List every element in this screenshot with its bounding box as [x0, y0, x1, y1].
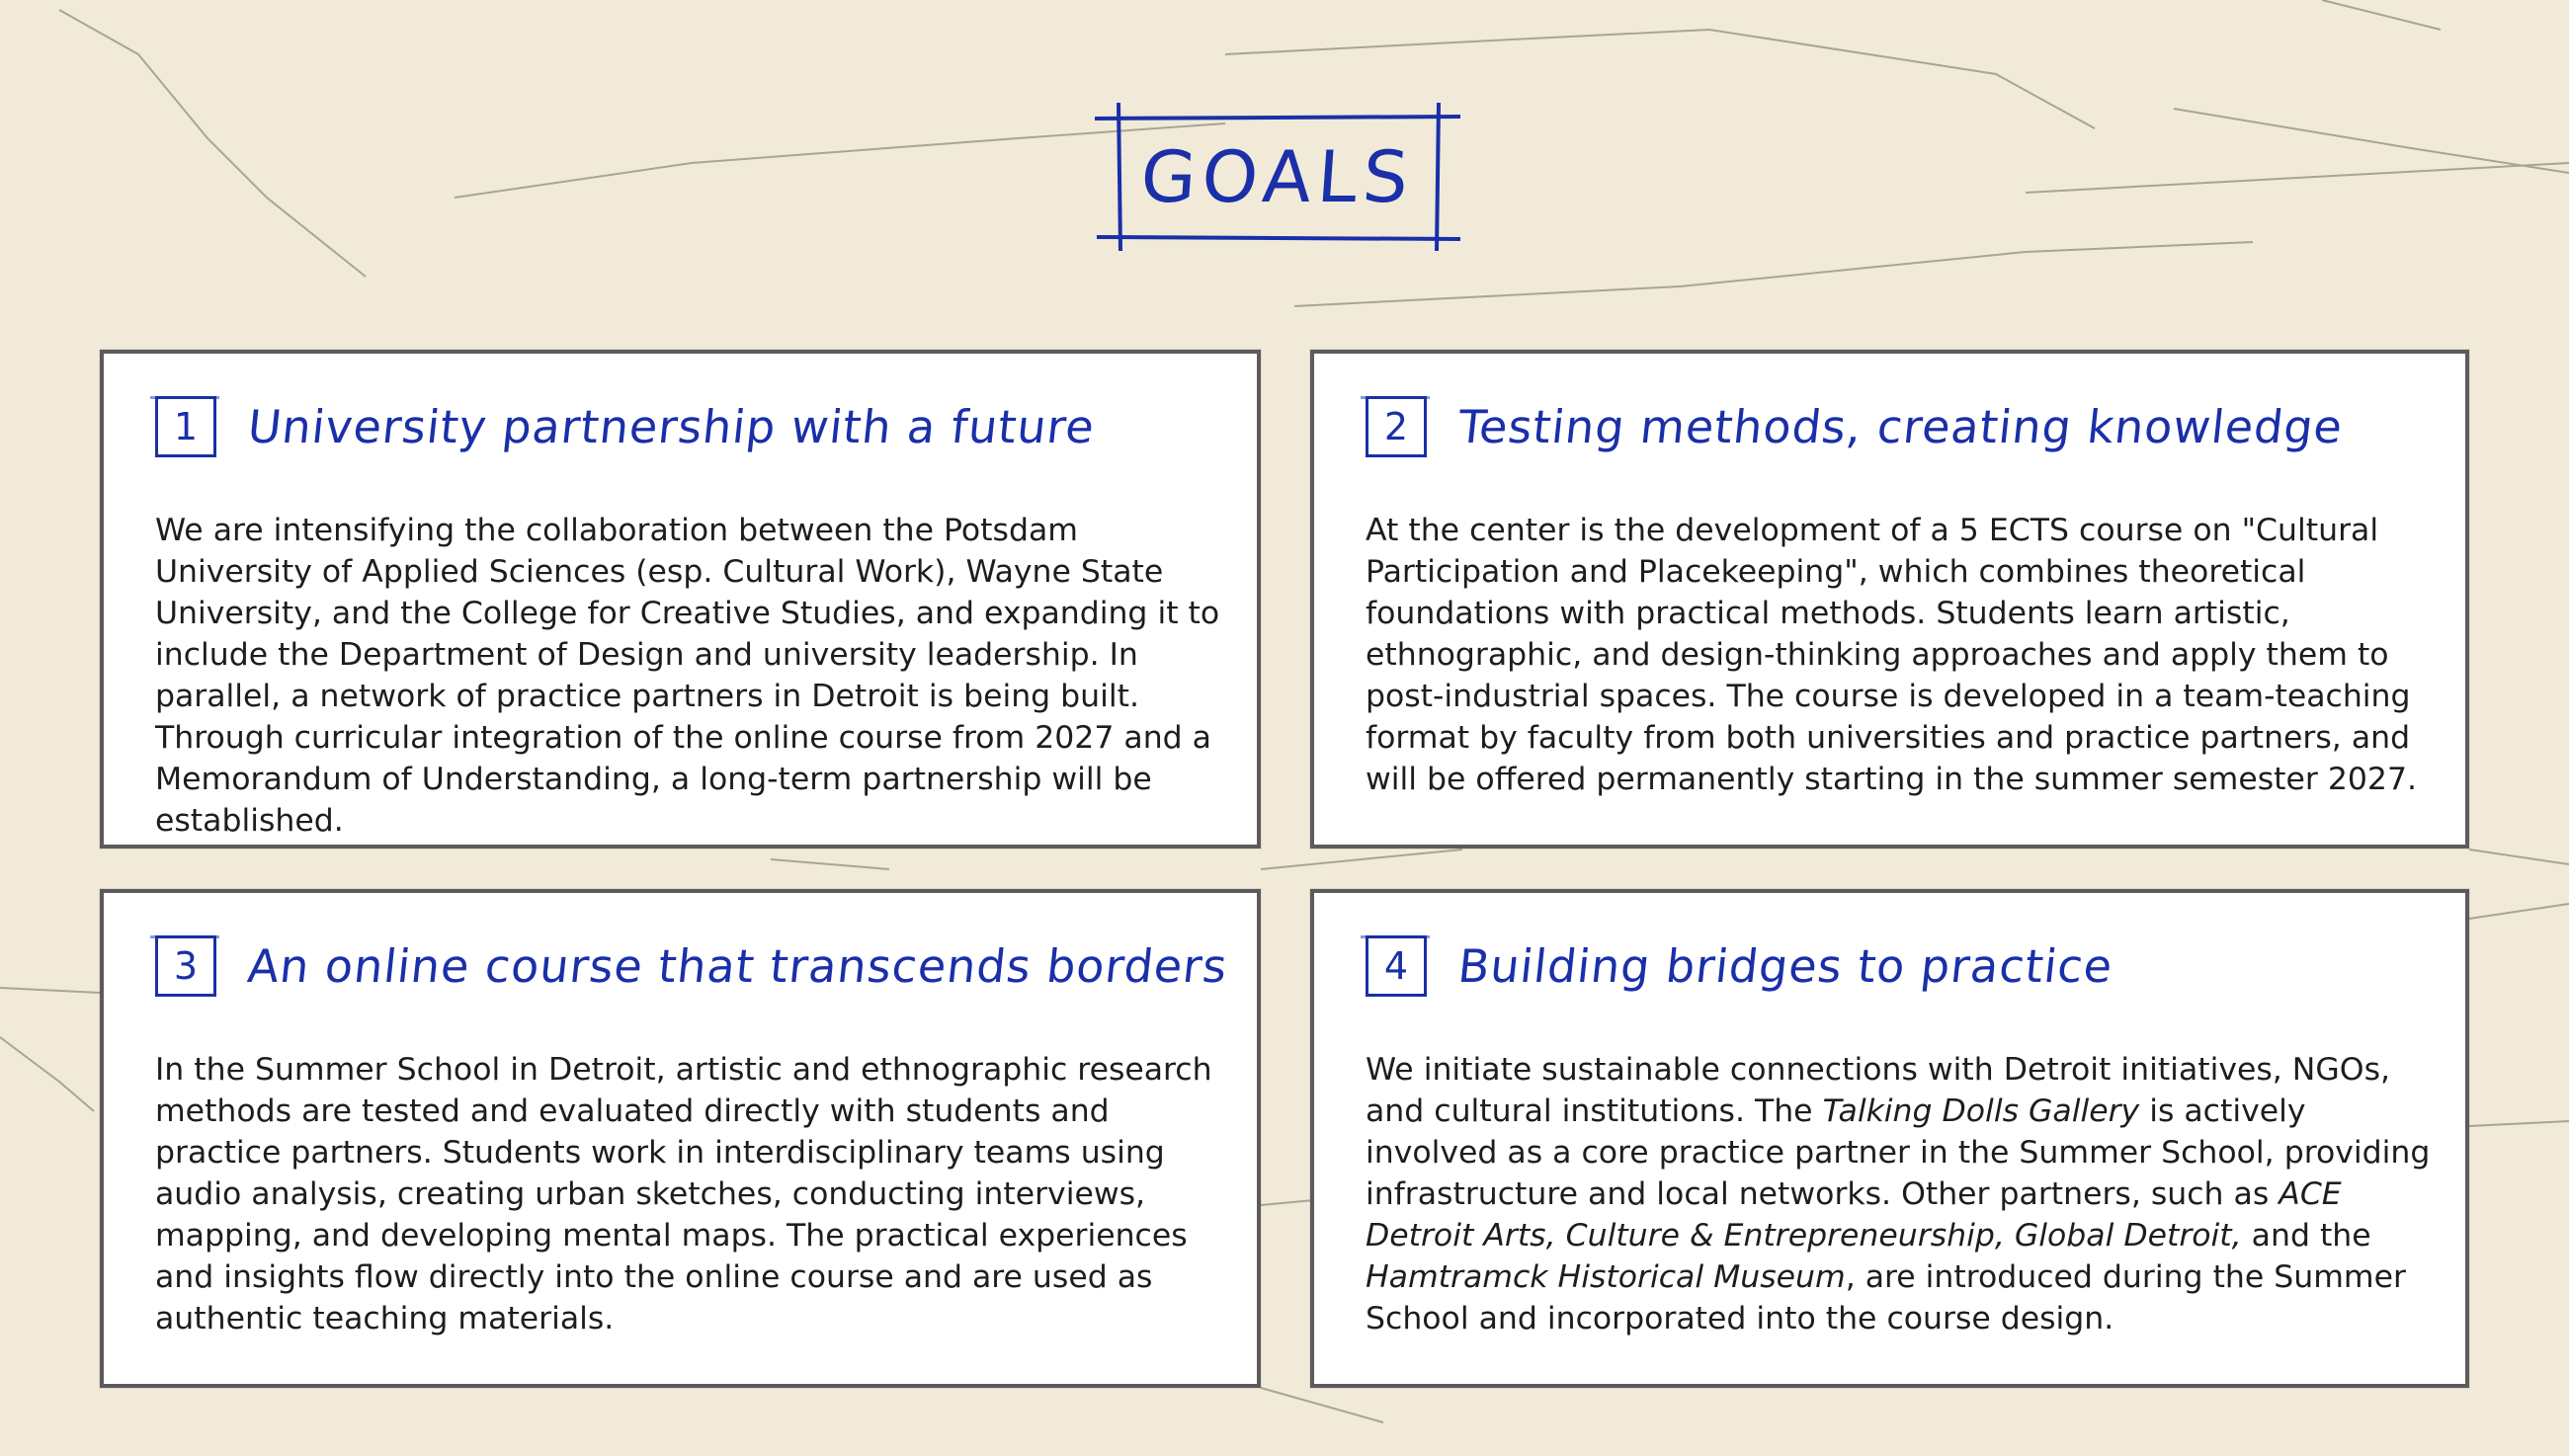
description-text: is actively involved as a core practice partner in the Summer School, providing infrastructure and local networks. Other partners, such as [1366, 1093, 2431, 1212]
goal-description [1366, 1049, 2433, 1339]
page-title: GOALS [1137, 135, 1418, 218]
goal-card-3 [100, 889, 1261, 1388]
description-text: We initiate sustainable connections with Detroit initiatives, NGOs, and cultural institutions. The [1366, 1052, 2390, 1129]
goal-card-1 [100, 350, 1261, 849]
description-text: and the [2241, 1218, 2371, 1254]
goal-card-header [155, 391, 1098, 462]
goal-card-4 [1310, 889, 2469, 1388]
goal-heading: University partnership with a future [245, 400, 1098, 453]
goal-description: In the Summer School in Detroit, artistic and ethnographic research methods are tested and evaluated directly with students and practice partners. Students work in interdisciplinary teams using audio analysis, creating urban sketches, conducting interviews, mapping, and developing mental maps. The practical experiences and insights flow directly into the online course and are used as authentic teaching materials. [155, 1052, 1212, 1336]
goal-number-badge: 4 [1366, 935, 1427, 997]
goal-card-header [1366, 930, 2116, 1002]
goal-number-badge: 2 [1366, 396, 1427, 457]
goal-number-badge: 3 [155, 935, 216, 997]
partner-name-talking-dolls: Talking Dolls Gallery [1822, 1093, 2140, 1129]
goal-description: We are intensifying the collaboration between the Potsdam University of Applied Sciences (esp. Cultural Work), Wayne State University, and the College for Creative Studies, and expanding it to include the Department of Design and university leadership. In parallel, a network of practice partners in Detroit is being built. Through curricular integration of the online course from 2027 and a Memorandum of Understanding, a long-term partnership will be established. [155, 513, 1220, 839]
partner-name-hamtramck-museum: Hamtramck Historical Museum [1366, 1259, 1846, 1295]
goal-card-2 [1310, 350, 2469, 849]
goal-heading: Building bridges to practice [1455, 939, 2116, 993]
goal-card-header [155, 930, 1231, 1002]
goal-description: At the center is the development of a 5 ECTS course on "Cultural Participation and Placekeeping", which combines theoretical foundations with practical methods. Students learn artistic, ethnographic, and design-thinking approaches and apply them to post-industrial spaces. The course is developed in a team-teaching format by faculty from both universities and practice partners, and will be offered permanently starting in the summer semester 2027. [1366, 513, 2418, 797]
partner-name-ace-global-detroit: ACE Detroit Arts, Culture & Entrepreneurship, Global Detroit, [1366, 1176, 2342, 1254]
goal-card-header [1366, 391, 2346, 462]
title-frame [1095, 103, 1460, 251]
goal-heading: Testing methods, creating knowledge [1455, 400, 2346, 453]
description-text: , are introduced during the Summer School and incorporated into the course design. [1366, 1259, 2406, 1336]
goal-heading: An online course that transcends borders [245, 939, 1231, 993]
goal-number-badge: 1 [155, 396, 216, 457]
